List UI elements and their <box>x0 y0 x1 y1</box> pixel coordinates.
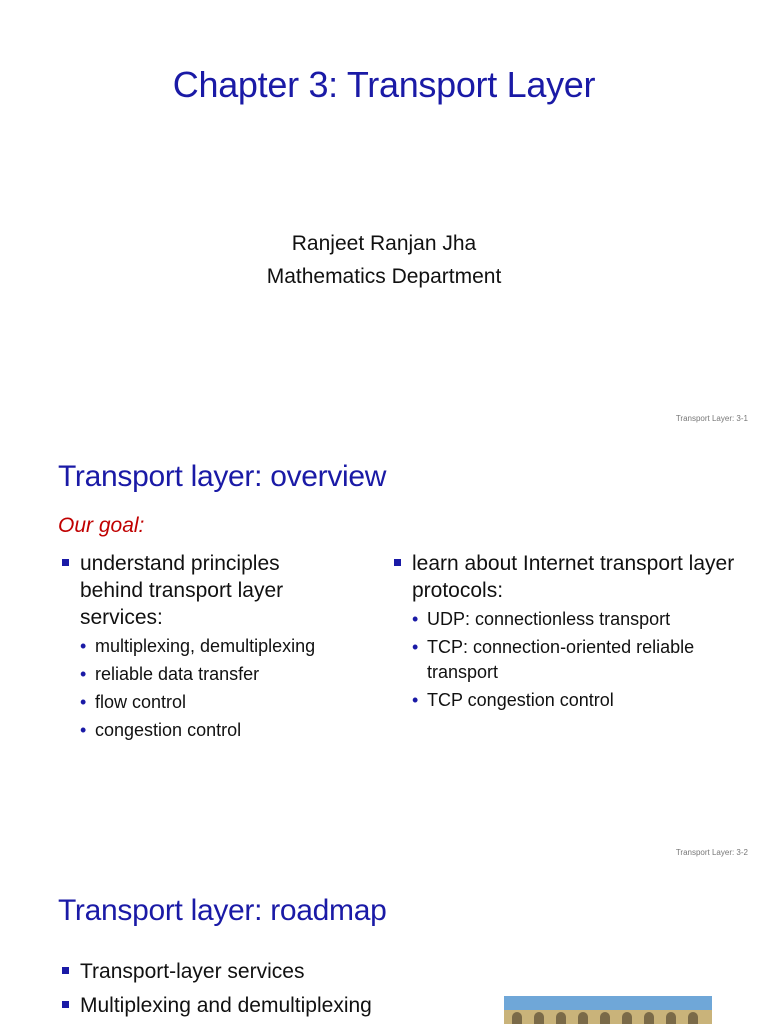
roadmap-item-text: Transport-layer services <box>80 960 305 983</box>
slide-1-title: Chapter 3: Transport Layer <box>172 64 596 105</box>
right-sub-item <box>408 607 740 632</box>
square-bullet-icon <box>62 1001 69 1008</box>
roadmap-list <box>58 958 478 1019</box>
slide-1-footer: Transport Layer: 3-1 <box>675 414 748 423</box>
dot-bullet-icon: • <box>80 692 87 712</box>
square-bullet-icon <box>62 559 69 566</box>
left-sub-item <box>76 662 348 687</box>
right-sub-text: TCP congestion control <box>427 690 614 710</box>
right-column <box>390 550 740 713</box>
dot-bullet-icon: • <box>412 609 419 629</box>
department-name: Mathematics Department <box>266 265 502 288</box>
right-sub-item <box>408 688 740 713</box>
author-name: Ranjeet Ranjan Jha <box>291 232 477 255</box>
dot-bullet-icon: • <box>412 637 419 657</box>
left-main-text: understand principles behind transport layer services: <box>80 552 284 629</box>
slide-3-title: Transport layer: roadmap <box>58 894 387 927</box>
left-sub-item <box>76 634 348 659</box>
square-bullet-icon <box>394 559 401 566</box>
left-sub-text: flow control <box>95 692 187 712</box>
left-sub-item <box>76 690 348 715</box>
left-sub-text: reliable data transfer <box>95 664 260 684</box>
right-main-text: learn about Internet transport layer protocols: <box>412 552 735 602</box>
left-sub-item <box>76 718 348 743</box>
roadmap-item <box>58 958 478 985</box>
right-main-bullet <box>390 550 740 604</box>
left-column <box>58 550 348 743</box>
right-sub-item <box>408 635 740 685</box>
left-main-bullet <box>58 550 348 631</box>
dot-bullet-icon: • <box>412 690 419 710</box>
dot-bullet-icon: • <box>80 636 87 656</box>
slide-2-title: Transport layer: overview <box>58 460 387 493</box>
dot-bullet-icon: • <box>80 720 87 740</box>
roadmap-item-text: Multiplexing and demultiplexing <box>80 994 372 1017</box>
square-bullet-icon <box>62 967 69 974</box>
building-image <box>504 996 712 1024</box>
left-sub-text: congestion control <box>95 720 242 740</box>
goal-label: Our goal: <box>58 514 145 537</box>
right-sub-text: UDP: connectionless transport <box>427 609 671 629</box>
left-sub-list <box>76 634 348 743</box>
roadmap-item <box>58 992 478 1019</box>
right-sub-list <box>408 607 740 713</box>
slide-2-footer: Transport Layer: 3-2 <box>675 848 748 857</box>
dot-bullet-icon: • <box>80 664 87 684</box>
left-sub-text: multiplexing, demultiplexing <box>95 636 316 656</box>
right-sub-text: TCP: connection-oriented reliable transport <box>427 637 695 682</box>
